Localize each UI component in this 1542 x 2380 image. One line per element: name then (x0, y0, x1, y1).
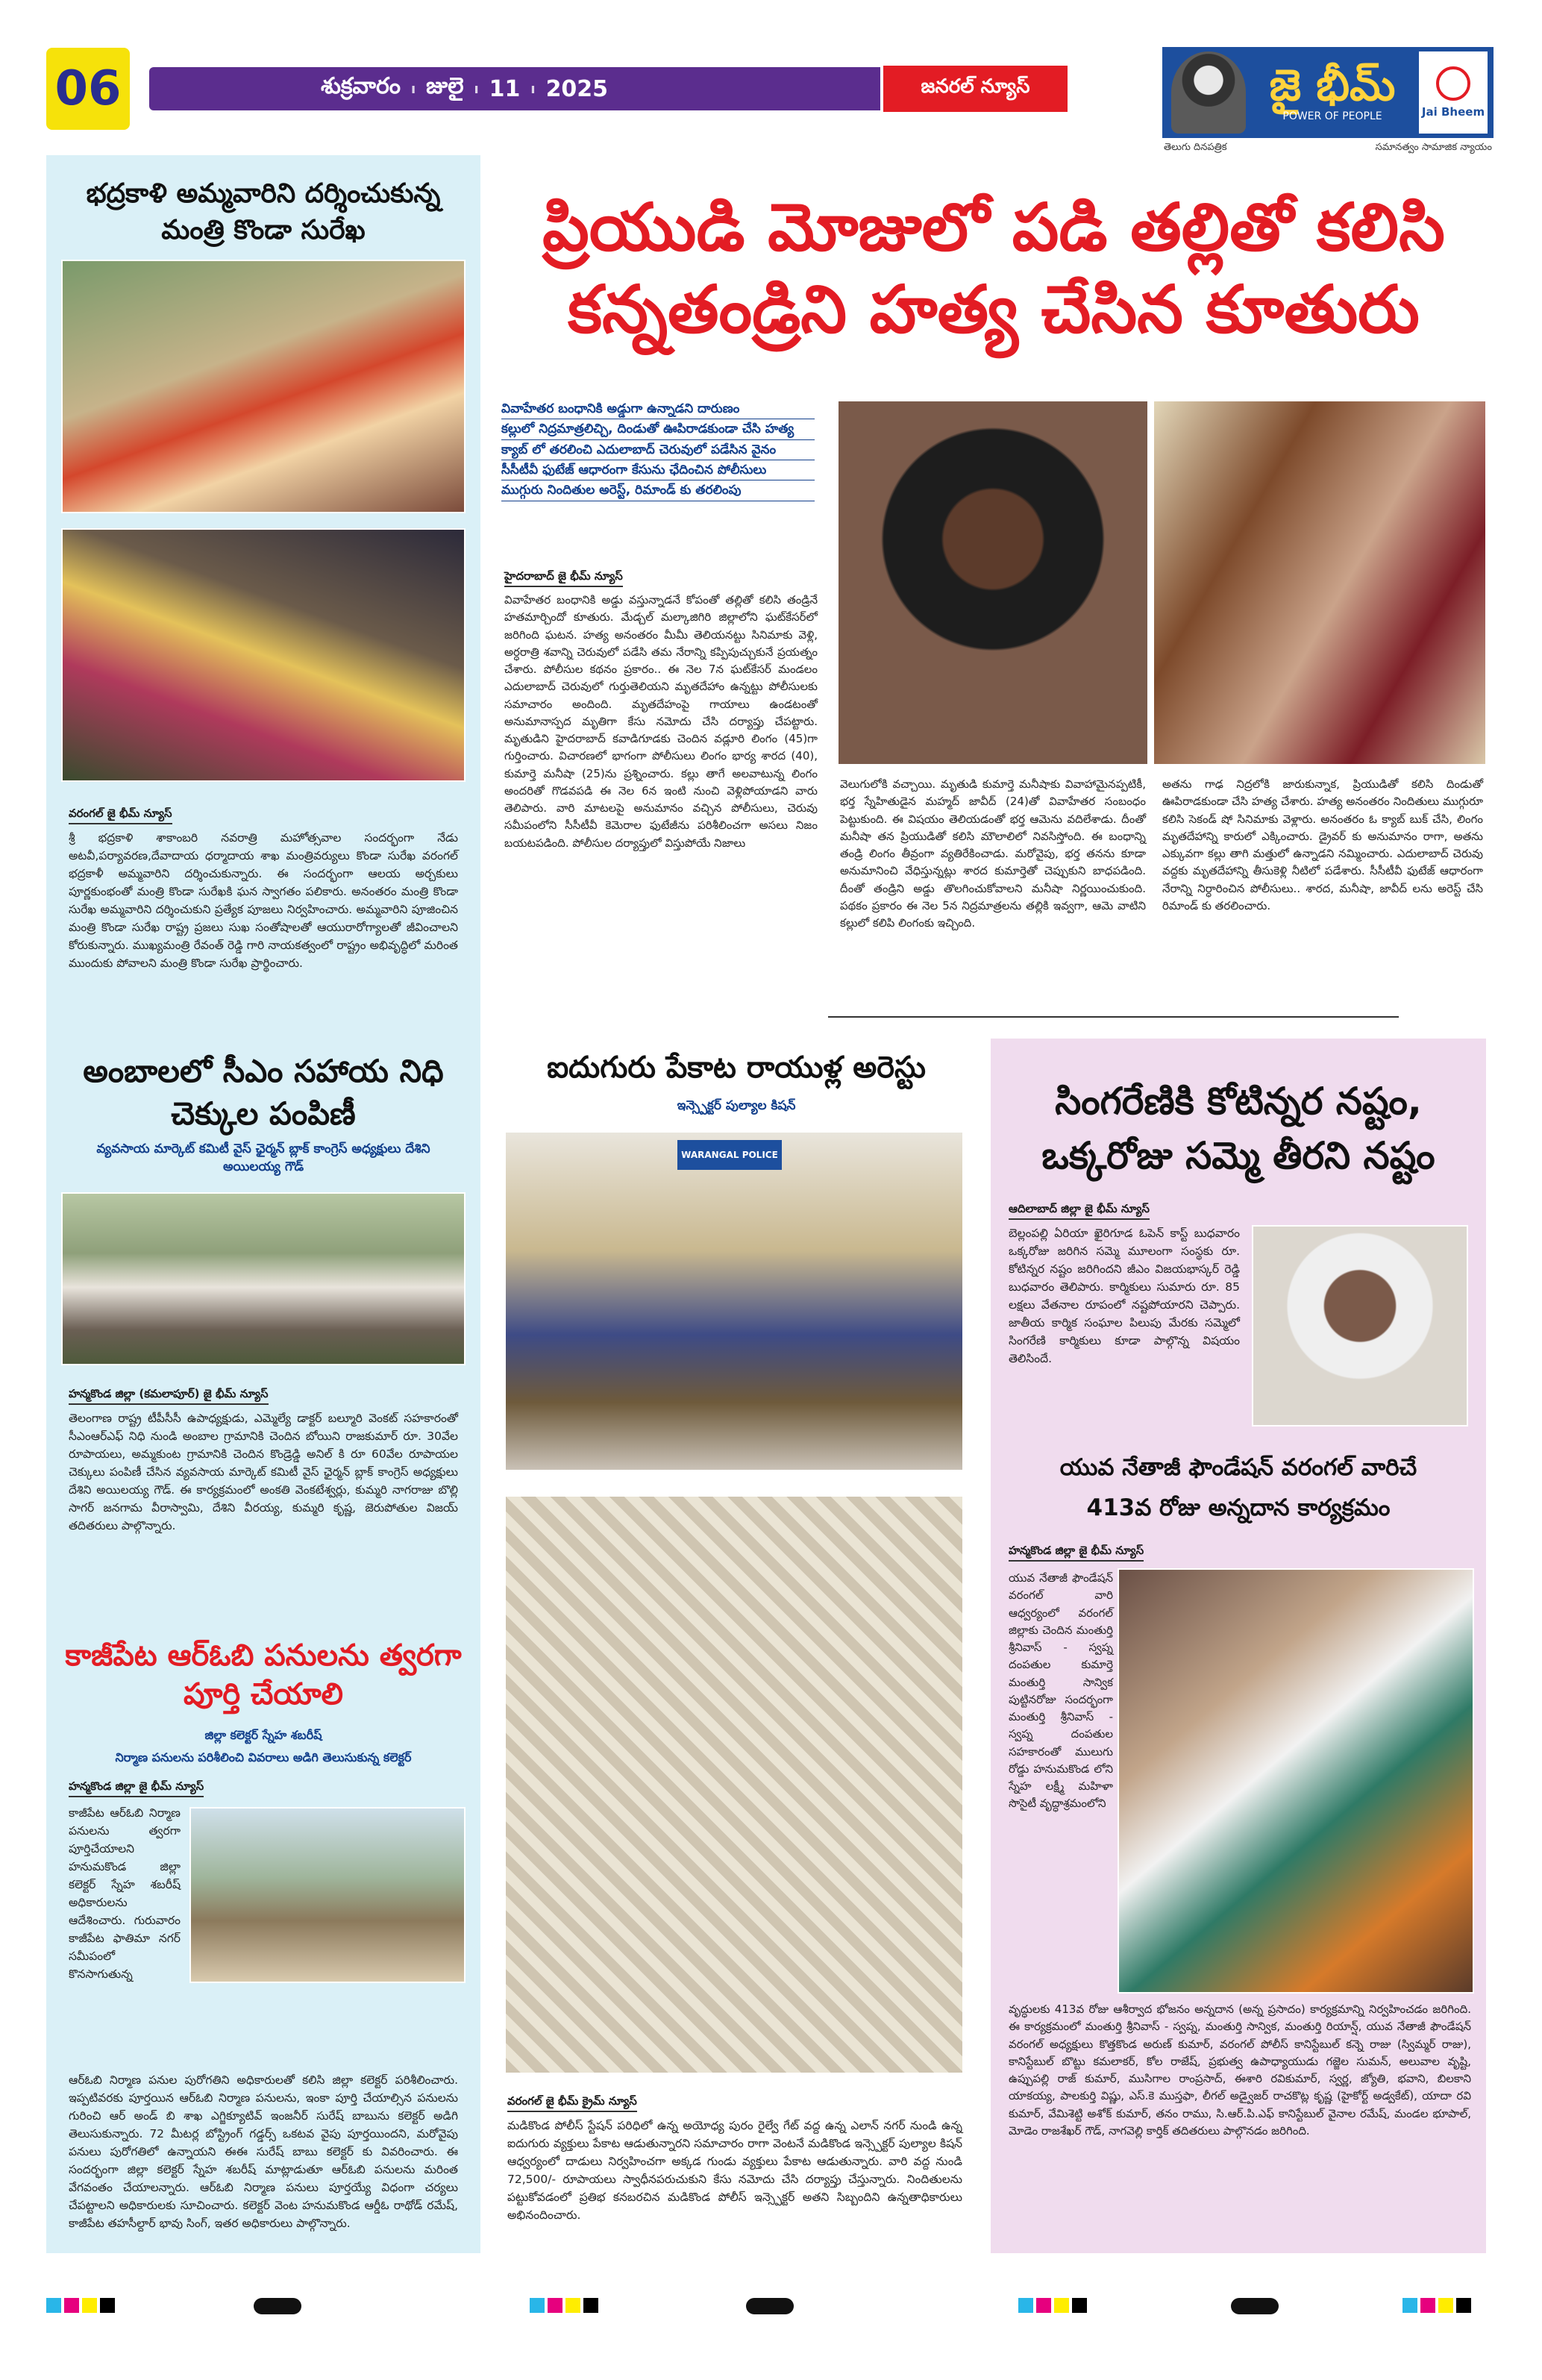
cyan-swatch (46, 2298, 61, 2313)
yellow-swatch (565, 2298, 580, 2313)
magenta-swatch (1036, 2298, 1051, 2313)
deity-photo (61, 528, 466, 782)
color-registration-marks (46, 2298, 115, 2316)
black-swatch (100, 2298, 115, 2313)
main-story-deck (501, 399, 815, 501)
divider (828, 1016, 1399, 1018)
gambling-arrest-subtitle: ఇన్స్పెక్టర్ పుల్యాల కిషన్ (677, 1098, 796, 1113)
date-separator: ı (530, 81, 536, 97)
masthead-caption-right: సమానత్వం సామాజిక న్యాయం (1375, 142, 1492, 153)
gambling-arrest-body: మడికొండ పోలీస్ స్టేషన్ పరిధిలో ఉన్న అయోధ్య పురం రైల్వే గేట్ వద్ద ఉన్న ఎలాన్ నగర్ నుండి ఉన్న ఐదుగురు వ్యక్తులు పేకాట ఆడుతున్నారని సమాచారం రాగా వెంటనే మడికొండ ఇన్స్పెక్టర్ పుల్యాల కిషన్ ఆధ్వర్యంలో దాడులు నిర్వహించగా అక్కడ గుండు వ్యక్తులు పేకాట ఆడుతున్నారు. వారి వద్ద నుండి 72,500/- రూపాయలు స్వాధీనపరుచుకుని కేసు నమోదు చేసి దర్యాప్తు చేస్తున్నారు. నిందితులను పట్టుకోవడంలో ప్రతిభ కనబరచిన మడికొండ పోలీస్ ఇన్స్పెక్టర్ అతని సిబ్బందిని ఉన్నతాధికారులు అభినందించారు. (507, 2119, 962, 2223)
registration-pill (746, 2298, 794, 2314)
police-arrest-photo (504, 1131, 964, 1471)
date-date: 11 (489, 75, 521, 102)
temple-photo (61, 260, 466, 513)
masthead-caption (1164, 142, 1492, 155)
article-rob-subtitle-1: జిల్లా కలెక్టర్ స్నేహ శబరీష్ (204, 1728, 322, 1742)
registration-pill (254, 2298, 301, 2314)
singareni-body: బెల్లంపల్లి ఏరియా ఖైరిగూడ ఓపెన్ కాస్ట్ బుధవారం ఒక్కరోజు జరిగిన సమ్మె మూలంగా సంస్థకు రూ. కోటిన్నర నష్టం జరిగిందని జీఎం విజయభాస్కర్ రెడ్డి బుధవారం తెలిపారు. కార్మికులు సుమారు రూ. 85 లక్షలు వేతనాల రూపంలో నష్టపోయారని చెప్పారు. జాతీయ కార్మిక సంఘాల పిలుపు మేరకు సమ్మెలో సింగరేణి కార్మికులు కూడా పాల్గొన్న విషయం తెలిసిందే. (1009, 1227, 1240, 1366)
magenta-swatch (548, 2298, 562, 2313)
ambedkar-portrait-icon (1171, 51, 1246, 134)
article-cmrf-title: అంబాలలో సీఎం సహాయ నిధి చెక్కుల పంపిణీ (83, 1053, 444, 1132)
yellow-swatch (82, 2298, 97, 2313)
main-headline-line-2: కన్నతండ్రిని హత్య చేసిన కూతురు (568, 271, 1420, 348)
date-bar (149, 67, 955, 110)
cyan-swatch (530, 2298, 545, 2313)
cyan-swatch (1018, 2298, 1033, 2313)
main-story-column-3: అతను గాఢ నిద్రలోకి జారుకున్నాక, ప్రియుడితో కలిసి దిండుతో ఊపిరాడకుండా చేసి హత్య చేశారు. హత్య అనంతరం నిందితులు ముగ్గురూ కలిసి సెకండ్ షో సినిమాకు వెళ్లారు. అనంతరం ఓ క్యాబ్ బుక్ చేసి, లింగం మృతదేహాన్ని కారులో ఎక్కించారు. డ్రైవర్ కు అనుమానం రాగా, అతను ఎక్కువగా కల్లు తాగి మత్తులో ఉన్నాడని నమ్మించారు. ఎదులాబాద్ చెరువు వద్దకు మృతదేహాన్ని తీసుకెళ్లి నీటిలో పడేశారు. సీసీటీవీ ఫుటేజ్ ఆధారంగా నేరాన్ని నిర్ధారించిన పోలీసులు.. శారద, మనీషా, జావీద్ లను అరెస్ట్ చేసి రిమాండ్ కు తరలించారు. (1162, 777, 1483, 912)
deck-line: ముగ్గురు నిందితుల అరెస్ట్, రిమాండ్ కు తరలింపు (501, 480, 815, 501)
victim-couple-photo (1153, 400, 1487, 765)
right-column (991, 1039, 1486, 2253)
logo-icon (1436, 66, 1470, 101)
article-bhadrakali-byline: వరంగల్ జై భీమ్ న్యూస్ (69, 807, 172, 824)
yellow-swatch (1438, 2298, 1453, 2313)
color-registration-marks (530, 2298, 598, 2316)
deck-line: సీసీటీవీ ఫుటేజ్ ఆధారంగా కేసును ఛేదించిన పోలీసులు (501, 460, 815, 480)
gambling-arrest-byline: వరంగల్ జై భీమ్ క్రైమ్ న్యూస్ (507, 2094, 637, 2112)
annadanam-body: వృద్ధులకు 413వ రోజు ఆశీర్వాద భోజనం అన్నదాన (అన్న ప్రసాదం) కార్యక్రమాన్ని నిర్వహించడం జరిగింది. ఈ కార్యక్రమంలో మంతుర్తి శ్రీనివాస్ - స్వప్న, మంతుర్తి సాన్విక, మంతుర్తి రియాన్ష్, యువ నేతాజీ ఫౌండేషన్ వరంగల్ అధ్యక్షులు కొత్తకొండ అరుణ్ కుమార్, వరంగల్ పోలీస్ కానిస్టేబుల్ కన్నె రాజు (స్విమ్మర్ రాజు), కానిస్టేబుల్ బొట్టు కమలాకర్, కోల రాజేష్, ప్రభుత్వ ఉపాధ్యాయుడు గజ్జెల సుమన్, అలువాల వృష్టి, ఉప్పుపల్లి రాజ్ కుమార్, ముసిగాల రాంప్రసాద్, ఈశారి రవికుమార్, స్వర్ణ, జ్యోతి, భవాని, బిలకాని యాకయ్య, పాలకుర్తి విష్ణు, ఎస్.కె ముస్తఫా, లీగల్ అడ్వైజర్ రాచకొట్ల కృష్ణ (హైకోర్ట్ అడ్వకేట్), యాదా రవి కుమార్, వేమిశెట్టి అశోక్ కుమార్, తనం రాము, సి.ఆర్.పి.ఎఫ్ కానిస్టేబుల్ వైనాల రమేష్, మండల భూపాల్, మోడెం రాజశేఖర్ గౌడ్, నాగవెల్లి కార్తిక్ తదితరులు పాల్గొనడం జరిగింది. (1009, 2002, 1471, 2138)
main-headline (501, 187, 1486, 351)
masthead (1160, 45, 1496, 140)
annadanam-title-line-2: 413వ రోజు అన్నదాన కార్యక్రమం (1086, 1494, 1391, 1522)
main-headline-line-1: ప్రియుడి మోజులో పడి తల్లితో కలిసి (542, 189, 1445, 266)
annadanam-byline: హన్మకొండ జిల్లా జై భీమ్ న్యూస్ (1009, 1544, 1144, 1562)
brand-subtitle: POWER OF PEOPLE (1282, 110, 1382, 122)
black-swatch (1072, 2298, 1087, 2313)
date-separator: ı (474, 81, 479, 97)
page-number: 06 (46, 48, 130, 130)
main-story-byline: హైదరాబాద్ జై భీమ్ న్యూస్ (504, 569, 623, 587)
gambling-arrest-title: ఐదుగురు పేకాట రాయుళ్ల అరెస్టు (547, 1050, 926, 1085)
emblem-text: Jai Bheem (1421, 105, 1485, 119)
black-swatch (583, 2298, 598, 2313)
color-registration-marks (1018, 2298, 1087, 2316)
deck-line: వివాహేతర బంధానికి అడ్డుగా ఉన్నాడని దారుణం (501, 399, 815, 419)
cheque-distribution-photo (61, 1192, 466, 1365)
brand-name: జై భీమ్ (1269, 60, 1396, 110)
black-swatch (1456, 2298, 1471, 2313)
police-banner: WARANGAL POLICE (677, 1140, 782, 1170)
singareni-byline: ఆదిలాబాద్ జిల్లా జై భీమ్ న్యూస్ (1009, 1202, 1150, 1220)
article-cmrf-byline: హన్మకొండ జిల్లా (కమలాపూర్) జై భీమ్ న్యూస్ (69, 1387, 269, 1405)
date-year: 2025 (545, 75, 609, 102)
article-bhadrakali-body: శ్రీ భద్రకాళి శాకాంబరి నవరాత్రి మహోత్సవాల సందర్భంగా నేడు అటవీ,పర్యావరణ,దేవాదాయ ధర్మాదాయ శాఖ మంత్రివర్యులు కొండా సురేఖ వరంగల్ భద్రకాళీ అమ్మవారిని దర్శించుకున్నారు. ఈ సందర్భంగా ఆలయ అర్చకులు పూర్ణకుంభంతో మంత్రి కొండా సురేఖకి ఘన స్వాగతం పలికారు. అనంతరం మంత్రి కొండా సురేఖ అమ్మవారిని దర్శించుకుని ప్రత్యేక పూజలు నిర్వహించారు. అమ్మవారిని పూజించిన మంత్రి కొండా సురేఖ రాష్ట్ర ప్రజలు సుఖ సంతోషాలతో ఆయురారోగ్యాలతో జీవించాలని కోరుకున్నారు. ముఖ్యమంత్రి రేవంత్ రెడ్డి గారి నాయకత్వంలో రాష్ట్రం అభివృద్ధిలో మరింత ముందుకు పోవాలని మంత్రి కొండా సురేఖ ప్రార్థించారు. (69, 831, 458, 971)
article-rob-byline: హన్మకొండ జిల్లా జై భీమ్ న్యూస్ (69, 1779, 204, 1797)
date-month: జులై (426, 73, 464, 99)
deck-line: కల్లులో నిద్రమాత్రలిచ్చి, దిండుతో ఊపిరాడకుండా చేసి హత్య (501, 419, 815, 439)
yellow-swatch (1054, 2298, 1069, 2313)
victim-daughter-photo (837, 400, 1149, 765)
annadanam-body-side: యువ నేతాజీ ఫౌండేషన్ వరంగల్ వారి ఆధ్వర్యంలో వరంగల్ జిల్లాకు చెందిన మంతుర్తి శ్రీనివాస్ - స్వప్న దంపతుల కుమార్తె మంతుర్తి సాన్విక పుట్టినరోజు సందర్భంగా మంతుర్తి శ్రీనివాస్ - స్వప్న దంపతుల సహకారంతో ములుగు రోడ్డు హనుమకొండ లోని స్నేహ లక్ష్మీ మహిళా సొసైటీ వృద్ధాశ్రమంలోని (1009, 1571, 1113, 1811)
annadanam-photo (1118, 1568, 1474, 1994)
article-rob-title: కాజీపేట ఆర్ఓబి పనులను త్వరగా పూర్తి చేయాలి (65, 1638, 462, 1712)
masthead-title (1246, 60, 1419, 122)
cyan-swatch (1402, 2298, 1417, 2313)
annadanam-title-line-1: యువ నేతాజీ ఫౌండేషన్ వరంగల్ వారిచే (1059, 1454, 1417, 1481)
left-column (46, 155, 480, 2253)
color-registration-marks (1402, 2298, 1471, 2316)
article-rob-body: ఆర్ఓబి నిర్మాణ పనుల పురోగతిని అధికారులతో కలిసి జిల్లా కలెక్టర్ పరిశీలించారు. ఇప్పటివరకు పూర్తయిన ఆర్ఓబి నిర్మాణ పనులను, ఇంకా పూర్తి చేయాల్సిన పనులను గురించి ఆర్ అండ్ బి శాఖ ఎగ్జిక్యూటివ్ ఇంజనీర్ సురేష్ బాబును కలెక్టర్ అడిగి తెలుసుకున్నారు. 72 మీటర్ల బోస్ట్రింగ్ గడ్డర్స్ ఒకటవ వైపు పూర్తయిందని, మరోవైపు పనులు పురోగతిలో ఉన్నాయని ఈఈ సురేష్ బాబు కలెక్టర్ కు వివరించారు. ఈ సందర్భంగా జిల్లా కలెక్టర్ స్నేహ శబరీష్ మాట్లాడుతూ ఆర్ఓబి పనులను మరింత వేగవంతం చేయాలన్నారు. ఆర్ఓబి నిర్మాణ పనులు పూర్తయ్యే విధంగా చర్యలు చేపట్టాలని అధికారులకు సూచించారు. కలెక్టర్ వెంట హనుమకొండ ఆర్డీఓ రాథోడ్ రమేష్, కాజీపేట తహసీల్దార్ భావు సింగ్, ఇతర అధికారులు పాల్గొన్నారు. (69, 2073, 458, 2231)
annadanam-title (1006, 1447, 1471, 1529)
article-rob-body-side: కాజీపేట ఆర్ఓబి నిర్మాణ పనులను త్వరగా పూర్తిచేయాలని హనుమకొండ జిల్లా కలెక్టర్ స్నేహ శబరీష్ అధికారులను ఆదేశించారు. గురువారం కాజీపేట ఫాతిమా నగర్ సమీపంలో కొనసాగుతున్న (69, 1806, 181, 1982)
article-bhadrakali-title: భద్రకాళి అమ్మవారిని దర్శించుకున్న మంత్రి కొండా సురేఖ (86, 178, 441, 245)
registration-pill (1231, 2298, 1279, 2314)
main-story-column-2: వెలుగులోకి వచ్చాయి. మృతుడి కుమార్తె మనీషాకు వివాహామైనప్పటికీ, భర్త స్నేహితుడైన మహ్మద్ జావీద్ (24)తో వివాహేతర సంబంధం పెట్టుకుంది. ఈ విషయం తెలియడంతో భర్త ఆమెను వదిలేశాడు. దీంతో మనీషా తన ప్రియుడితో కలిసి మౌలాలిలో నివసిస్తోంది. ఈ బంధాన్ని తండ్రి లింగం తీవ్రంగా వ్యతిరేకించాడు. మరోవైపు, భర్త తనను కూడా అనుమానించి వేధిస్తున్నట్లు శారద కుమార్తెతో చెప్పుకుని బాధపడింది. దీంతో తండ్రిని అడ్డు తొలగించుకోవాలని మనీషా నిర్ణయించుకుంది. పథకం ప్రకారం ఈ నెల 5న నిద్రమాత్రలను తల్లికి ఇవ్వగా, ఆమె వాటిని కల్లులో కలిపి లింగంకు ఇచ్చింది. (840, 777, 1146, 930)
magenta-swatch (64, 2298, 79, 2313)
article-rob-subtitle-2: నిర్మాణ పనులను పరిశీలించి వివరాలు అడిగి తెలుసుకున్న కలెక్టర్ (115, 1750, 412, 1764)
masthead-caption-left: తెలుగు దినపత్రిక (1164, 142, 1227, 153)
rob-site-photo (189, 1807, 466, 1983)
date-day: శుక్రవారం (321, 73, 401, 99)
seized-cash-photo (504, 1495, 964, 2074)
article-cmrf-body: తెలంగాణ రాష్ట్ర టీపీసీసీ ఉపాధ్యక్షుడు, ఎమ్మెల్యే డాక్టర్ బల్మూరి వెంకట్ సహకారంతో సీఎంఆర్ఎఫ్ నిధి నుండి అంబాల గ్రామానికి చెందిన బోయిని రాజకుమార్ రూ. 30వేల రూపాయలు, అమ్మకుంట గ్రామానికి చెందిన కొండ్రెడ్డి అనిల్ కి రూ 60వేల రూపాయల చెక్కులు పంపిణీ చేసిన వ్యవసాయ మార్కెట్ కమిటీ వైస్ ఛైర్మన్ బ్లాక్ కాంగ్రెస్ అధ్యక్షులు దేశిని అయిలయ్య గౌడ్. ఈ కార్యక్రమంలో అంకతి వెంకటేశ్వర్లు, కుమ్మరి నాగరాజు బొల్లి సాగర్ జనగామ వీరాస్వామి, దేశిని వీరయ్య, కుమ్మరి కృష్ణ, జెరుపోతుల విజయ్ తదితరులు పాల్గొన్నారు. (69, 1412, 458, 1533)
date-separator: ı (410, 81, 416, 97)
magenta-swatch (1420, 2298, 1435, 2313)
main-story-column-1: వివాహేతర బంధానికి అడ్డు వస్తున్నాడనే కోపంతో తల్లితో కలిసి తండ్రినే హతమార్చిందో కూతురు. మేడ్చల్ మల్కాజిగిరి జిల్లాలోని ఘట్‌కేసర్‌లో జరిగింది ఘటన. హత్య అనంతరం మీమీ తెలియనట్టు సినిమాకు వెళ్లి, అర్ధరాత్రి శవాన్ని చెరువులో పడేసి తమ నేరాన్ని కప్పిపుచ్చుకునే ప్రయత్నం చేశారు. పోలీసుల కథనం ప్రకారం.. ఈ నెల 7న ఘట్‌కేసర్ మండలం ఎదులాబాద్ చెరువులో గుర్తుతెలియని మృతదేహాం ఉన్నట్టు పోలీసులకు సమాచారం అందింది. మృతదేహంపై గాయాలు ఉండటంతో అనుమానాస్పద మృతిగా కేసు నమోదు చేసి దర్యాప్తు చేపట్టారు. మృతుడిని హైదరాబాద్ కవాడిగూడకు చెందిన వడ్లూరి లింగం (45)గా గుర్తించారు. విచారణలో భాగంగా పోలీసులు లింగం భార్య శారద (40), కుమార్తె మనీషా (25)ను ప్రశ్నించారు. కల్లు తాగే అలవాటున్న లింగం అందరితో గొడవపడి ఈ నెల 6న ఇంటి నుంచి వెళ్లిపోయాడని వారు తెలిపారు. వారి మాటలపై అనుమానం వచ్చిన పోలీసులు, చెరువు సమీపంలోని సీసీటీవీ కెమెరాల ఫుటేజీను పరిశీలించగా అసలు నిజం బయటపడింది. పోలీసుల దర్యాప్తులో విస్తుపోయే నిజాలు (504, 593, 818, 850)
deck-line: క్యాబ్ లో తరలించి ఎదులాబాద్ చెరువులో పడేసిన వైనం (501, 440, 815, 460)
article-cmrf-subtitle: వ్యవసాయ మార్కెట్ కమిటీ వైస్ ఛైర్మన్ బ్లాక్ కాంగ్రెస్ అధ్యక్షులు దేశిని అయిలయ్య గౌడ్ (96, 1142, 430, 1174)
gm-portrait-photo (1252, 1225, 1468, 1427)
singareni-title: సింగరేణికి కోటిన్నర నష్టం, ఒక్కరోజు సమ్మె తీరని నష్టం (1041, 1080, 1435, 1177)
emblem (1419, 51, 1488, 134)
section-tag: జనరల్ న్యూస్ (880, 63, 1071, 115)
